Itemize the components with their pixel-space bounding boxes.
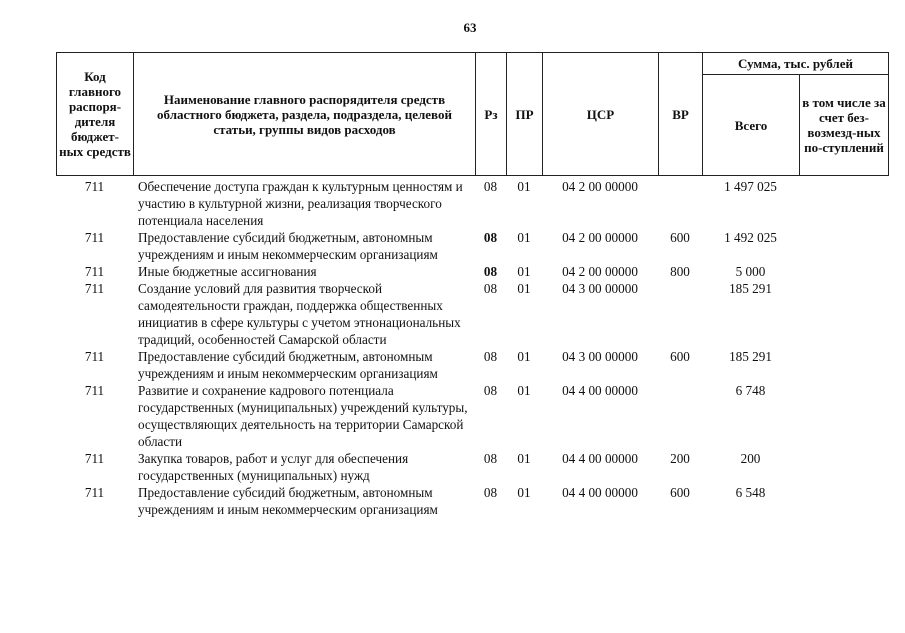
- row-total: 5 000: [735, 264, 766, 279]
- page-number: 63: [463, 20, 477, 35]
- row-kod: 711: [84, 349, 105, 364]
- row-total: 1 497 025: [724, 179, 777, 194]
- table-row: [56, 178, 888, 229]
- row-vr: [658, 382, 702, 450]
- row-vr: 600: [670, 230, 690, 245]
- row-name: Иные бюджетные ассигнования: [138, 264, 317, 279]
- row-vr: [658, 178, 702, 229]
- row-bezvozmezd: [799, 178, 888, 229]
- row-kod: 711: [84, 230, 105, 245]
- table-row: [56, 263, 888, 280]
- row-pr: 01: [517, 281, 531, 296]
- row-bezvozmezd: [799, 484, 888, 518]
- table-row: [56, 229, 888, 263]
- row-bezvozmezd: [799, 450, 888, 484]
- row-name: Предоставление субсидий бюджетным, автономным учреждениям и иным некоммерческим организациям: [138, 349, 438, 381]
- header-vr: ВР: [659, 53, 703, 176]
- table-row: [56, 450, 888, 484]
- row-name: Обеспечение доступа граждан к культурным ценностям и участию в культурной жизни, реализация творческого потенциала населения: [138, 179, 463, 228]
- row-kod: 711: [84, 451, 105, 466]
- header-rz: Рз: [476, 53, 507, 176]
- row-rz: 08: [483, 281, 498, 296]
- row-pr: 01: [517, 383, 531, 398]
- header-name: Наименование главного распорядителя средств областного бюджета, раздела, подраздела, целевой статьи, группы видов расходов: [134, 53, 476, 176]
- row-kod: 711: [84, 485, 105, 500]
- table-row: [56, 280, 888, 348]
- row-name: Создание условий для развития творческой самодеятельности граждан, поддержка общественных инициатив в сфере культуры с учетом этнонациональных традиций, особенностей Самарской области: [138, 281, 461, 347]
- row-total: 200: [740, 451, 761, 466]
- row-csr: 04 2 00 00000: [562, 264, 638, 279]
- row-vr: 600: [670, 485, 690, 500]
- row-rz: 08: [483, 383, 498, 398]
- row-total: 6 548: [735, 485, 766, 500]
- row-name: Предоставление субсидий бюджетным, автономным учреждениям и иным некоммерческим организациям: [138, 230, 438, 262]
- header-total: Всего: [703, 75, 800, 176]
- row-csr: 04 3 00 00000: [562, 349, 638, 364]
- header-bezvozmezd: в том числе за счет без-возмезд-ных по-ступлений: [800, 75, 889, 176]
- row-kod: 711: [84, 383, 105, 398]
- row-total: 185 291: [729, 281, 772, 296]
- row-rz: 08: [483, 349, 498, 364]
- row-vr: 800: [670, 264, 690, 279]
- row-vr: 600: [670, 349, 690, 364]
- row-csr: 04 4 00 00000: [562, 451, 638, 466]
- row-csr: 04 2 00 00000: [562, 230, 638, 245]
- row-rz: 08: [483, 264, 498, 279]
- row-bezvozmezd: [799, 229, 888, 263]
- table-body: [56, 178, 888, 518]
- header-summa: Сумма, тыс. рублей: [703, 53, 889, 75]
- header-pr: ПР: [507, 53, 543, 176]
- row-name: Предоставление субсидий бюджетным, автономным учреждениям и иным некоммерческим организациям: [138, 485, 438, 517]
- row-kod: 711: [84, 281, 105, 296]
- row-csr: 04 3 00 00000: [562, 281, 638, 296]
- row-pr: 01: [517, 451, 531, 466]
- header-kod: Код главного распоря-дителя бюджет-ных средств: [57, 53, 134, 176]
- table-row: [56, 382, 888, 450]
- row-total: 1 492 025: [724, 230, 777, 245]
- row-pr: 01: [517, 230, 531, 245]
- row-kod: 711: [84, 264, 105, 279]
- row-pr: 01: [517, 179, 531, 194]
- row-total: 6 748: [735, 383, 766, 398]
- row-rz: 08: [483, 179, 498, 194]
- row-vr: [658, 280, 702, 348]
- row-rz: 08: [483, 485, 498, 500]
- row-pr: 01: [517, 264, 531, 279]
- row-pr: 01: [517, 349, 531, 364]
- row-csr: 04 4 00 00000: [562, 485, 638, 500]
- row-name: Закупка товаров, работ и услуг для обеспечения государственных (муниципальных) нужд: [138, 451, 409, 483]
- header-csr: ЦСР: [543, 53, 659, 176]
- row-kod: 711: [84, 179, 105, 194]
- row-bezvozmezd: [799, 280, 888, 348]
- row-vr: 200: [670, 451, 690, 466]
- row-bezvozmezd: [799, 382, 888, 450]
- row-csr: 04 2 00 00000: [562, 179, 638, 194]
- table-header: [56, 52, 889, 176]
- row-pr: 01: [517, 485, 531, 500]
- row-rz: 08: [483, 230, 498, 245]
- row-bezvozmezd: [799, 348, 888, 382]
- row-total: 185 291: [729, 349, 772, 364]
- row-bezvozmezd: [799, 263, 888, 280]
- row-csr: 04 4 00 00000: [562, 383, 638, 398]
- row-name: Развитие и сохранение кадрового потенциала государственных (муниципальных) учреждений культуры, осуществляющих деятельность на территории Самарской области: [138, 383, 468, 449]
- table-row: [56, 484, 888, 518]
- row-rz: 08: [483, 451, 498, 466]
- table-row: [56, 348, 888, 382]
